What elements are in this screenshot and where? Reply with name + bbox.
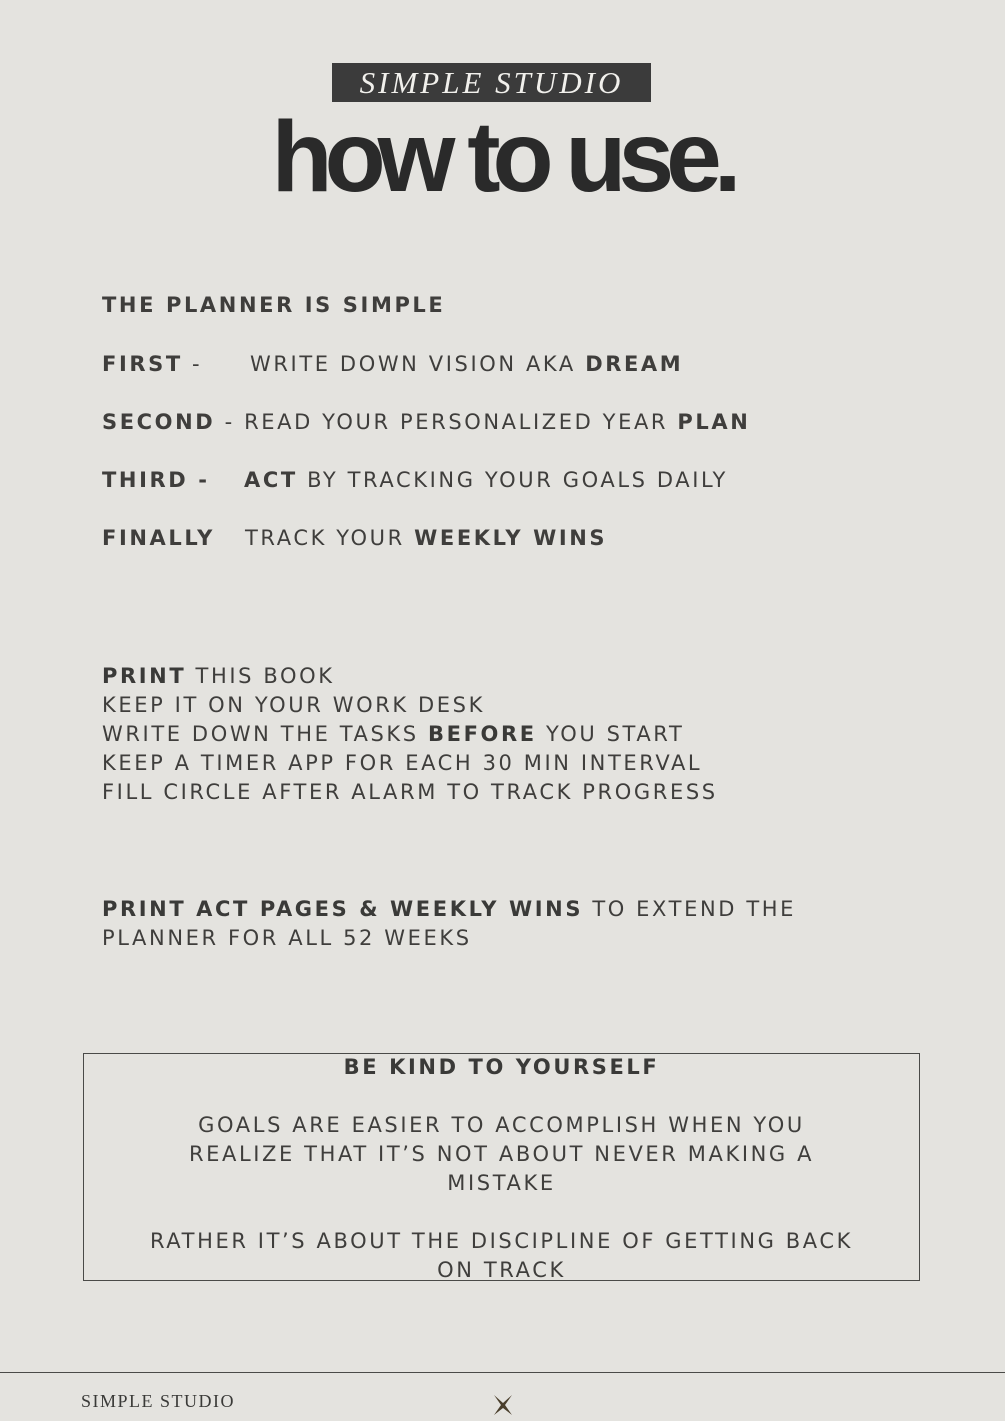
- footer-divider: [0, 1372, 1005, 1373]
- instruction-tasks: WRITE DOWN THE TASKS BEFORE YOU START: [102, 722, 685, 746]
- instruction-timer: KEEP A TIMER APP FOR EACH 30 MIN INTERVAL: [102, 751, 703, 775]
- footer-brand: SIMPLE STUDIO: [81, 1391, 236, 1411]
- kind-p1-line1: GOALS ARE EASIER TO ACCOMPLISH WHEN YOU: [198, 1113, 805, 1137]
- step-finally-text: TRACK YOUR WEEKLY WINS: [245, 526, 608, 550]
- extend-line-1: PRINT ACT PAGES & WEEKLY WINS TO EXTEND THE: [102, 897, 797, 921]
- extend-line-2: PLANNER FOR ALL 52 WEEKS: [102, 926, 472, 950]
- kind-box: [83, 1053, 920, 1281]
- page-title: how to use.: [271, 101, 734, 213]
- step-finally-label: FINALLY: [102, 526, 215, 550]
- step-third-label: THIRD -: [102, 468, 210, 492]
- step-second-label: SECOND - READ YOUR PERSONALIZED YEAR PLAN: [102, 410, 751, 434]
- brand-badge: SIMPLE STUDIO: [332, 63, 651, 102]
- sparkle-star-icon: [492, 1393, 514, 1417]
- instruction-desk: KEEP IT ON YOUR WORK DESK: [102, 693, 485, 717]
- steps-heading: THE PLANNER IS SIMPLE: [102, 293, 446, 317]
- kind-heading: BE KIND TO YOURSELF: [343, 1055, 660, 1079]
- step-third-text: ACT BY TRACKING YOUR GOALS DAILY: [244, 468, 728, 492]
- instruction-fill: FILL CIRCLE AFTER ALARM TO TRACK PROGRESS: [102, 780, 718, 804]
- kind-p2-line1: RATHER IT’S ABOUT THE DISCIPLINE OF GETTING BACK: [149, 1229, 854, 1253]
- instruction-print: PRINT THIS BOOK: [102, 664, 335, 688]
- step-first-text: WRITE DOWN VISION AKA DREAM: [250, 352, 684, 376]
- kind-p1-line2: REALIZE THAT IT’S NOT ABOUT NEVER MAKING A: [188, 1142, 815, 1166]
- kind-p2-line2: ON TRACK: [437, 1258, 566, 1282]
- step-first-label: FIRST -: [102, 352, 203, 376]
- kind-p1-line3: MISTAKE: [447, 1171, 556, 1195]
